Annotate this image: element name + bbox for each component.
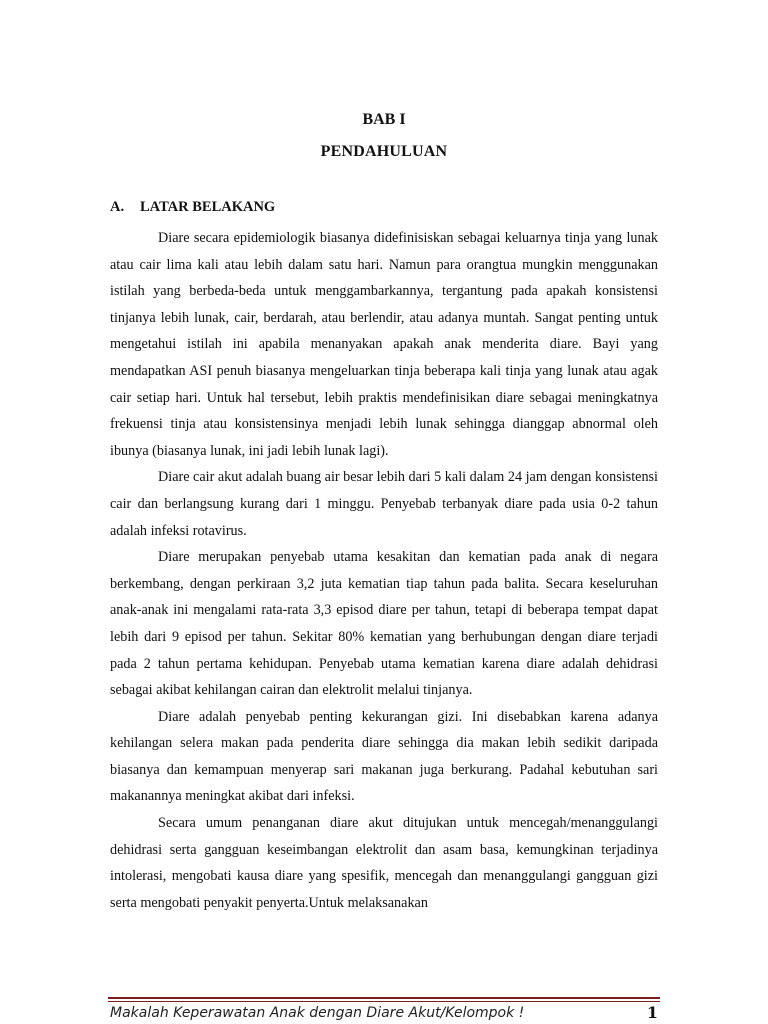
paragraph: Diare cair akut adalah buang air besar lebih dari 5 kali dalam 24 jam dengan konsistensi cair dan berlangsung kurang dari 1 minggu. Penyebab terbanyak diare pada usia 0-2 tahun adalah infeksi rotavirus. [110,469,658,539]
paragraph: Diare adalah penyebab penting kekurangan gizi. Ini disebabkan karena adanya kehilangan selera makan pada penderita diare sehingga dia makan lebih sedikit daripada biasanya dan kemampuan menyerap sari makanan juga berkurang. Padahal kebutuhan sari makanannya meningkat akibat dari infeksi. [110,708,658,805]
section-title: LATAR BELAKANG [140,199,276,215]
section-letter: A. [110,199,125,215]
section-heading [110,199,275,216]
paragraph: Secara umum penanganan diare akut ditujukan untuk mencegah/menanggulangi dehidrasi serta gangguan keseimbangan elektrolit dan asam basa, kemungkinan terjadinya intolerasi, mengobati kausa diare yang spesifik, mencegah dan menanggulangi gangguan gizi serta mengobati penyakit penyerta.Untuk melaksanakan [110,815,658,911]
chapter-number: BAB I [362,111,406,128]
paragraph: Diare merupakan penyebab utama kesakitan dan kematian pada anak di negara berkembang, dengan perkiraan 3,2 juta kematian tiap tahun pada balita. Secara keseluruhan anak-anak ini mengalami rata-rata 3,3 episod diare per tahun, tetapi di beberapa tempat dapat lebih dari 9 episod per tahun. Sekitar 80% kematian yang berhubungan dengan diare terjadi pada 2 tahun pertama kehidupan. Penyebab utama kematian karena diare adalah dehidrasi sebagai akibat kehilangan cairan dan elektrolit melalui tinjanya. [110,549,658,699]
chapter-title: PENDAHULUAN [320,143,448,160]
footer-rule-thin [108,1001,660,1002]
page-number: 1 [646,1003,658,1022]
footer-rule [108,997,660,999]
footer-text: Makalah Keperawatan Anak dengan Diare Akut/Kelompok ! [110,1005,525,1021]
paragraph: Diare secara epidemiologik biasanya didefinisiskan sebagai keluarnya tinja yang lunak atau cair lima kali atau lebih dalam satu hari. Namun para orangtua mungkin menggunakan istilah yang berbeda-beda untuk menggambarkannya, tergantung pada apakah konsistensi tinjanya lebih lunak, cair, berdarah, atau berlendir, atau adanya muntah. Sangat penting untuk mengetahui istilah ini apabila menanyakan apakah anak menderita diare. Bayi yang mendapatkan ASI penuh biasanya mengeluarkan tinja beberapa kali tinja yang lunak atau agak cair setiap hari. Untuk hal tersebut, lebih praktis mendefinisikan diare sebagai meningkatnya frekuensi tinja atau konsistensinya menjadi lebih lunak sehingga dianggap abnormal oleh ibunya (biasanya lunak, ini jadi lebih lunak lagi). [110,230,658,459]
body-text [110,225,658,916]
